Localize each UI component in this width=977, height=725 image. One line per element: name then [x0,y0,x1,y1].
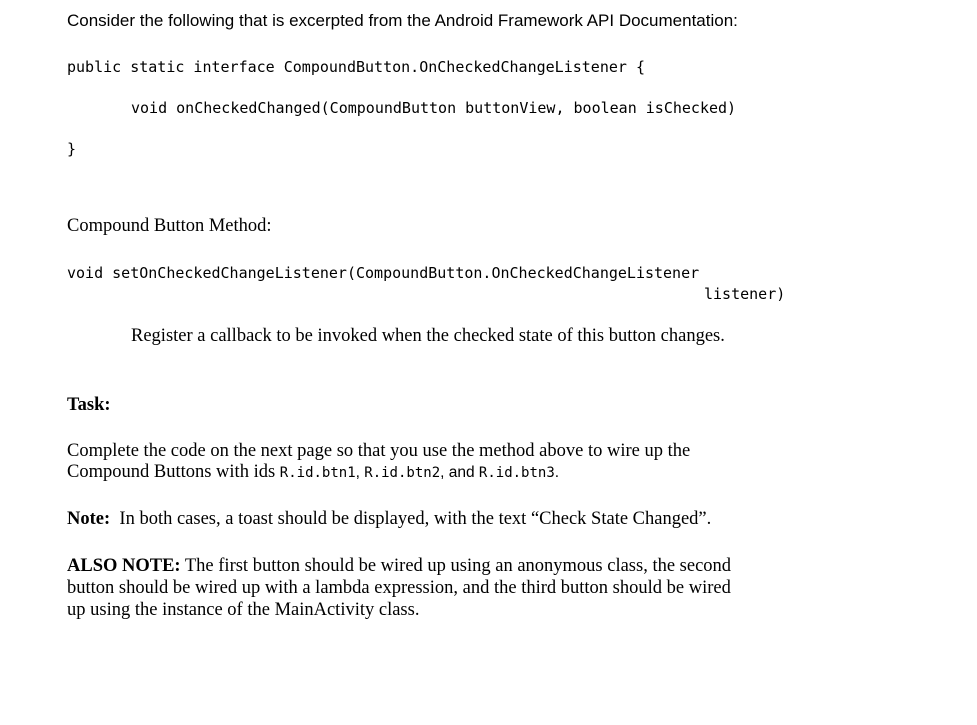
intro-text: Consider the following that is excerpted from the Android Framework API Documentation: [67,11,738,30]
task-line-1: Complete the code on the next page so that you use the method above to wire up the [67,441,691,461]
task-separator-1: , [355,464,365,481]
also-note-text-1: The first button should be wired up using an anonymous class, the second [180,556,732,576]
button-id-3: R.id.btn3 [478,465,555,481]
interface-code-line-3: } [67,140,77,158]
task-line-2-prefix: Compound Buttons with ids [67,462,280,482]
note-text: In both cases, a toast should be displayed, with the text “Check State Changed”. [110,509,712,529]
note-paragraph [67,509,711,530]
task-line-2-end: . [554,464,560,481]
button-id-1: R.id.btn1 [279,465,356,481]
task-heading-label: Task: [67,395,111,415]
task-separator-2: , and [440,464,479,481]
also-note-line-1 [67,556,731,577]
method-code-line-2: listener) [704,285,786,303]
also-note-line-2: button should be wired up with a lambda expression, and the third button should be wired [67,578,731,598]
also-note-label: ALSO NOTE: [67,556,181,576]
interface-code-line-2: void onCheckedChanged(CompoundButton buttonView, boolean isChecked) [131,99,737,117]
button-id-2: R.id.btn2 [364,465,441,481]
method-heading: Compound Button Method: [67,216,272,236]
also-note-line-3: up using the instance of the MainActivity class. [67,600,420,620]
interface-code-line-1: public static interface CompoundButton.OnCheckedChangeListener { [67,58,645,76]
note-label: Note: [67,509,111,529]
method-description: Register a callback to be invoked when the checked state of this button changes. [131,326,725,346]
task-line-2 [67,462,559,483]
method-code-line-1: void setOnCheckedChangeListener(CompoundButton.OnCheckedChangeListener [67,264,700,282]
task-heading [67,395,111,416]
